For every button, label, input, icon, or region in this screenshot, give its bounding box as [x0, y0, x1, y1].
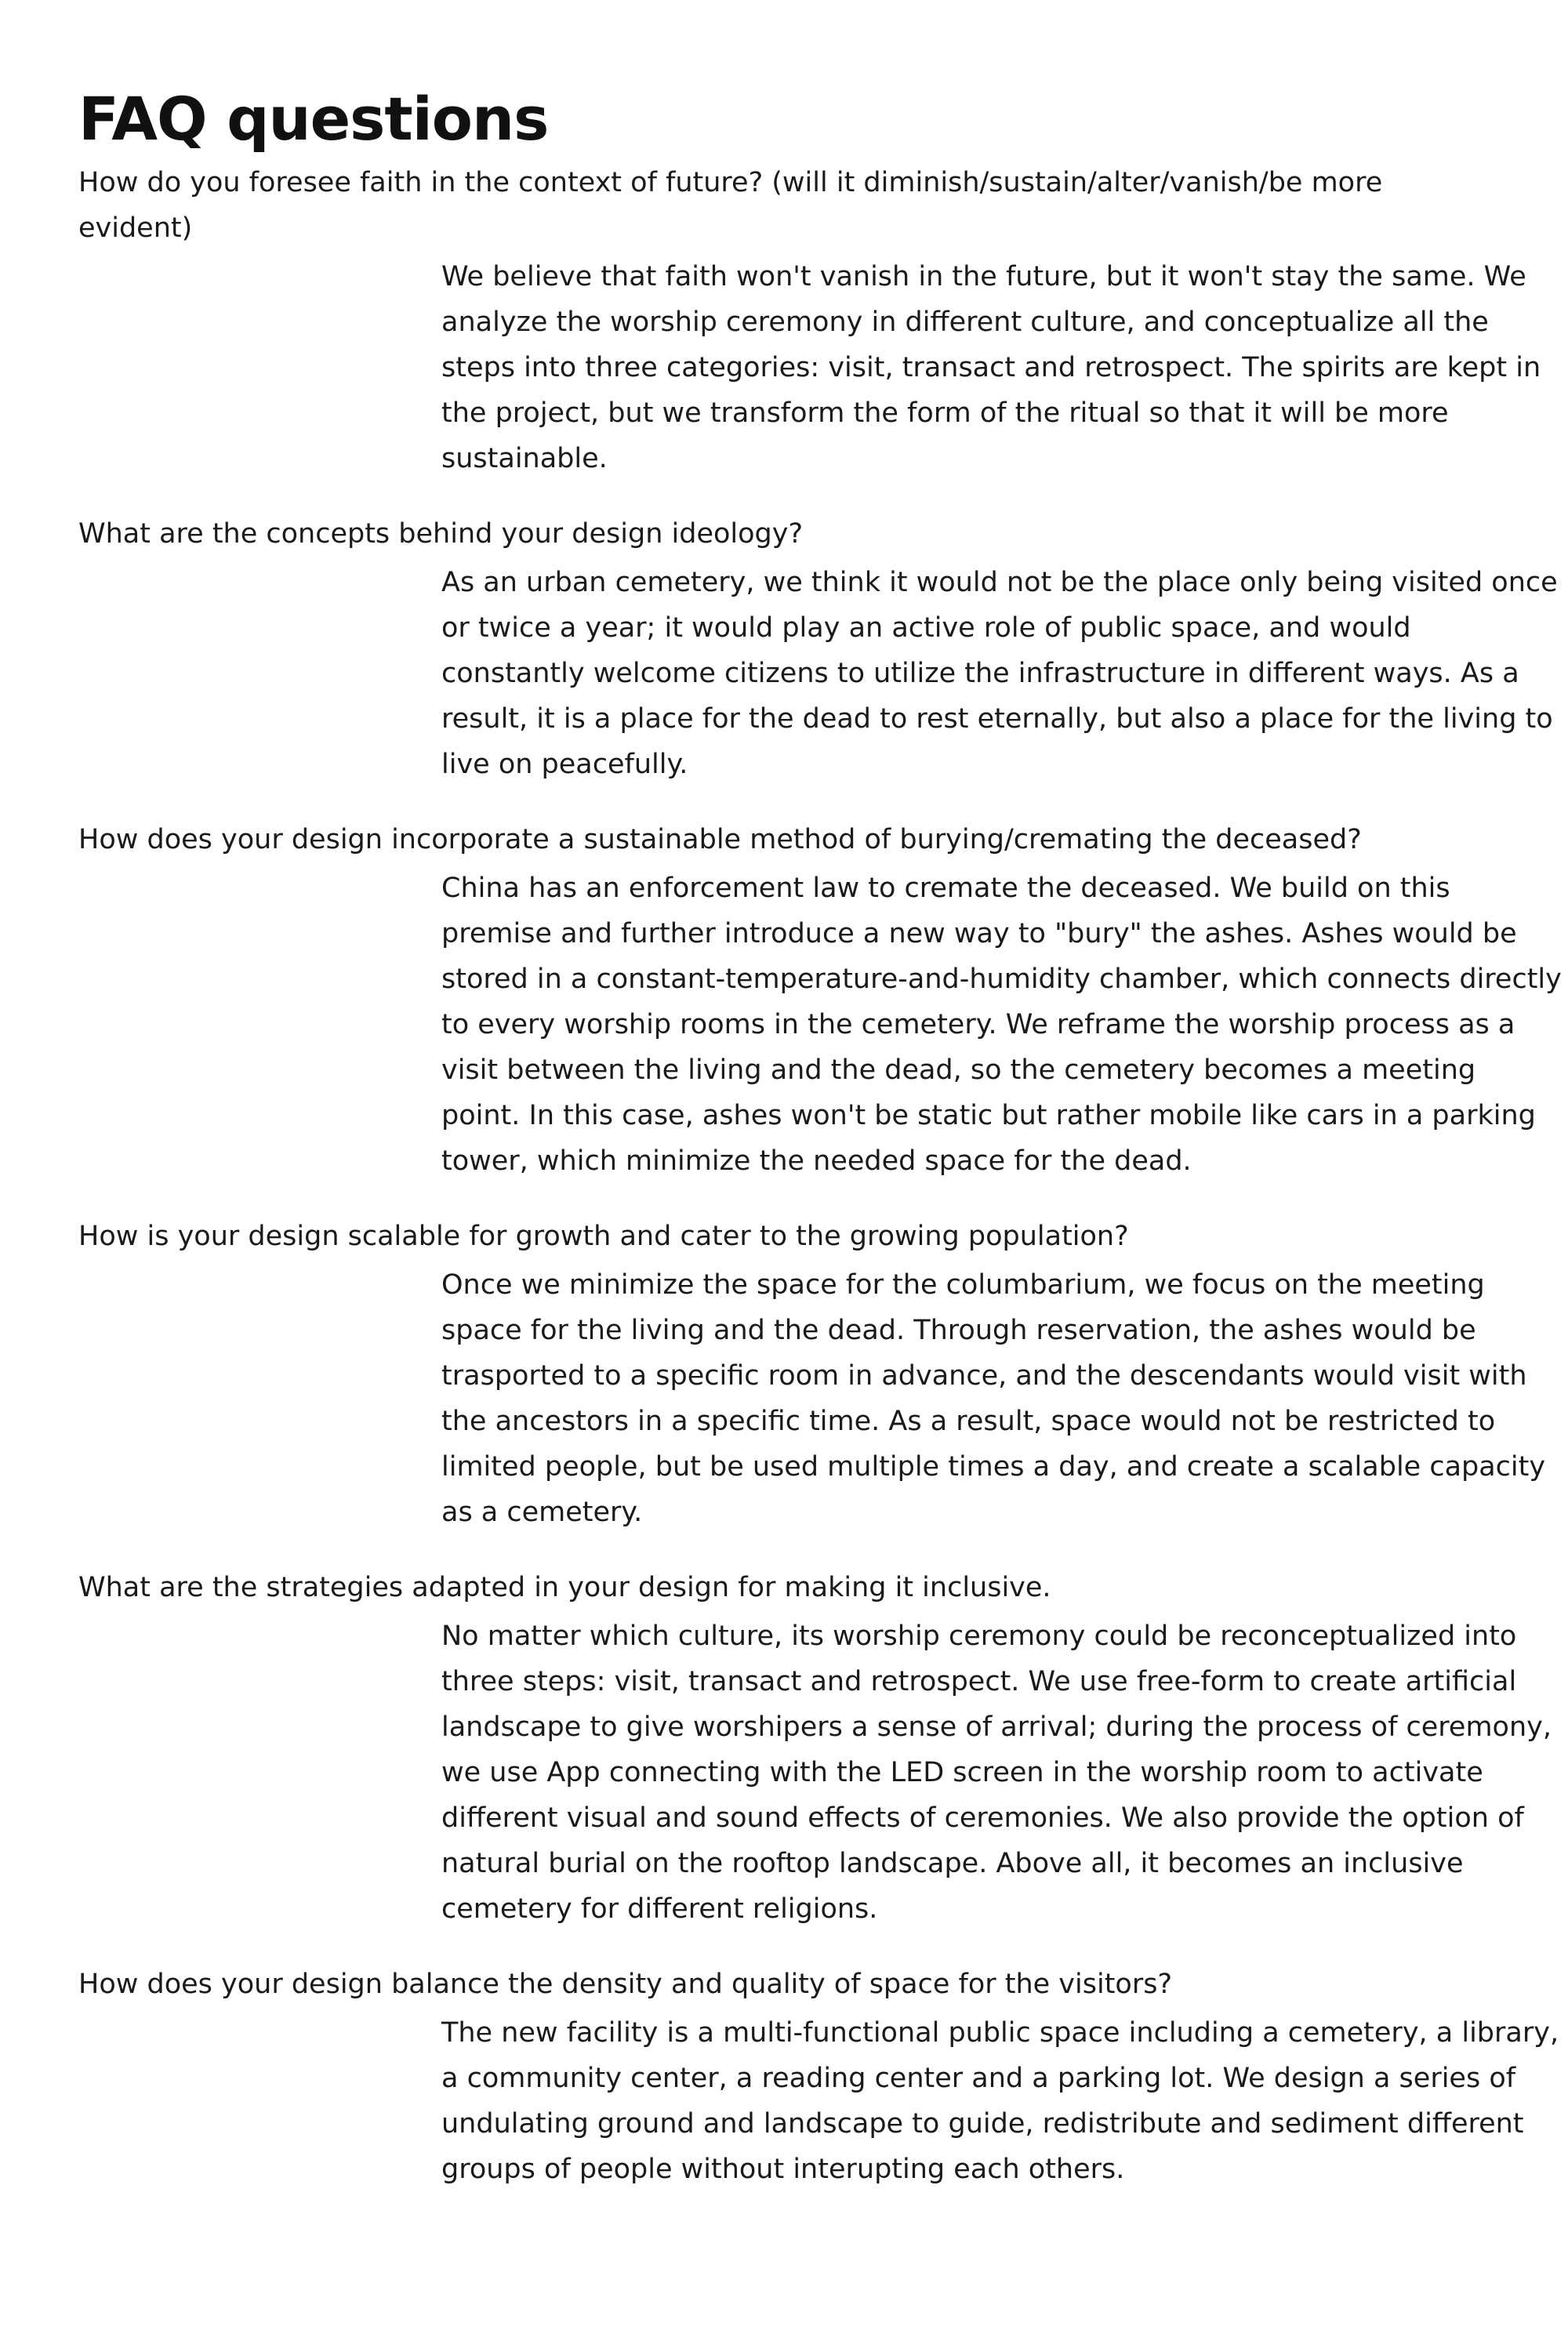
faq-question: How do you foresee faith in the context of future? (will it diminish/sustain/alter/vanish/be more evident): [78, 167, 1383, 244]
faq-question: What are the strategies adapted in your design for making it inclusive.: [78, 1572, 1051, 1603]
faq-question: How is your design scalable for growth and cater to the growing population?: [78, 1221, 1129, 1252]
faq-answer: China has an enforcement law to cremate the deceased. We build on this premise and further introduce a new way to "bury" the ashes. Ashes would be stored in a constant-temperature-and-humidity chamber, which connects directly to every worship rooms in the cemetery. We reframe the worship process as a visit between the living and the dead, so the cemetery becomes a meeting point. In this case, ashes won't be static but rather mobile like cars in a parking tower, which minimize the needed space for the dead.: [441, 873, 1562, 1177]
faq-question: What are the concepts behind your design ideology?: [78, 518, 804, 550]
faq-answer: The new facility is a multi-functional public space including a cemetery, a library, a community center, a reading center and a parking lot. We design a series of undulating ground and landscape to guide, redistribute and sediment different groups of people without interupting each others.: [441, 2017, 1559, 2185]
faq-answer: Once we minimize the space for the columbarium, we focus on the meeting space for the living and the dead. Through reservation, the ashes would be trasported to a specific room in advance, and the descendants would visit with the ancestors in a specific time. As a result, space would not be restricted to limited people, but be used multiple times a day, and create a scalable capacity as a cemetery.: [441, 1269, 1546, 1528]
faq-answer: No matter which culture, its worship ceremony could be reconceptualized into three steps: visit, transact and retrospect. We use free-form to create artificial landscape to give worshipers a sense of arrival; during the process of ceremony, we use App connecting with the LED screen in the worship room to activate different visual and sound effects of ceremonies. We also provide the option of natural burial on the rooftop landscape. Above all, it becomes an inclusive cemetery for different religions.: [441, 1621, 1552, 1925]
faq-answer: As an urban cemetery, we think it would not be the place only being visited once or twice a year; it would play an active role of public space, and would constantly welcome citizens to utilize the infrastructure in different ways. As a result, it is a place for the dead to rest eternally, but also a place for the living to live on peacefully.: [441, 567, 1558, 780]
faq-item-6: [78, 1962, 1559, 2192]
faq-question: How does your design incorporate a sustainable method of burying/cremating the deceased?: [78, 824, 1362, 855]
faq-item-1: [78, 160, 1541, 481]
faq-item-2: [78, 511, 1558, 787]
faq-item-4: [78, 1214, 1546, 1535]
faq-answer: We believe that faith won't vanish in the future, but it won't stay the same. We analyze the worship ceremony in different culture, and conceptualize all the steps into three categories: visit, transact and retrospect. The spirits are kept in the project, but we transform the form of the ritual so that it will be more sustainable.: [441, 261, 1541, 474]
faq-item-5: [78, 1565, 1552, 1932]
faq-page: [78, 82, 1562, 2222]
page-title: FAQ questions: [78, 84, 549, 154]
faq-question: How does your design balance the density and quality of space for the visitors?: [78, 1969, 1173, 2000]
faq-item-3: [78, 817, 1562, 1184]
